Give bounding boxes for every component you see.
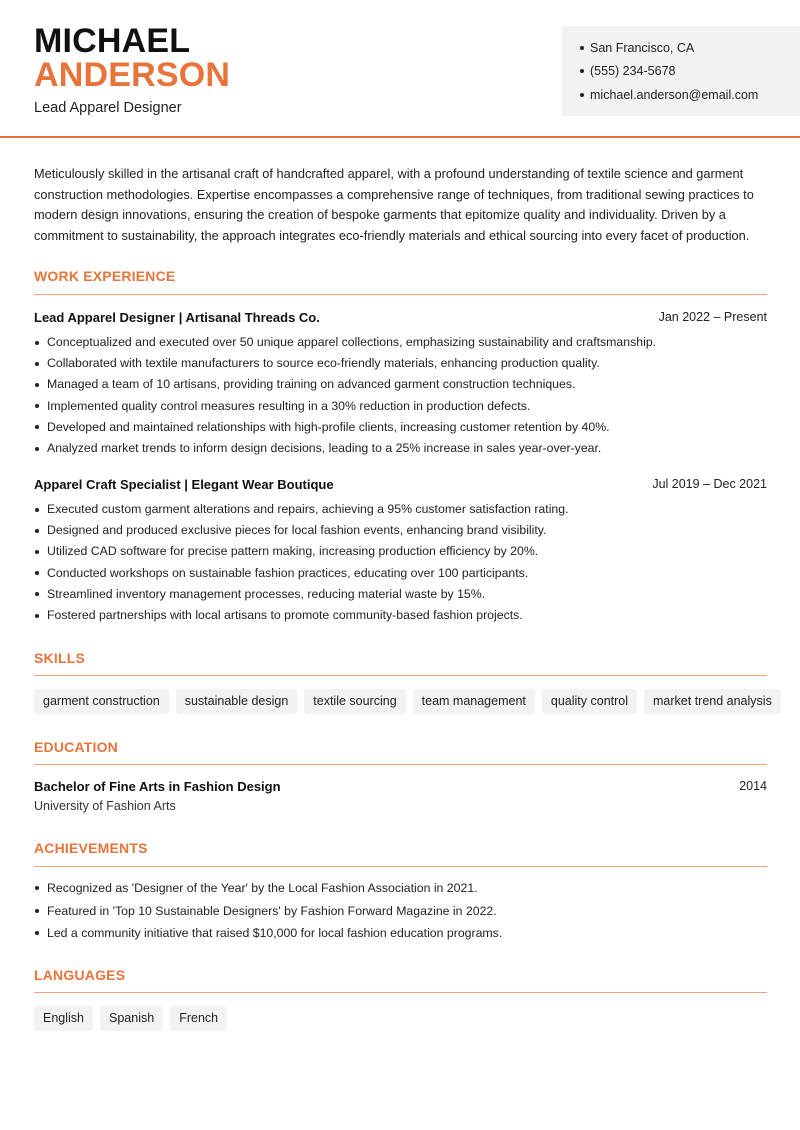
list-item	[34, 438, 774, 459]
section-divider	[34, 294, 767, 295]
job-2-dates: Jul 2019 – Dec 2021	[652, 477, 767, 491]
list-item-text: Collaborated with textile manufacturers to source eco-friendly materials, enhancing production quality.	[47, 356, 600, 371]
list-item-text: Analyzed market trends to inform design decisions, leading to a 25% increase in sales year-over-year.	[47, 441, 602, 456]
list-item-text: Led a community initiative that raised $10,000 for local fashion education programs.	[47, 926, 503, 940]
list-item	[34, 922, 774, 945]
bullet-icon	[580, 69, 584, 73]
bullet-icon	[35, 341, 39, 345]
list-item	[34, 332, 774, 353]
section-divider	[34, 675, 767, 676]
list-item-text: Recognized as 'Designer of the Year' by the Local Fashion Association in 2021.	[47, 881, 478, 895]
bullet-icon	[35, 508, 39, 512]
language-tag: French	[170, 1006, 227, 1031]
language-tag: English	[34, 1006, 93, 1031]
contact-location-text: San Francisco, CA	[590, 40, 695, 55]
list-item	[34, 520, 774, 541]
bullet-icon	[35, 931, 39, 935]
contact-email	[580, 83, 800, 107]
contact-phone-text: (555) 234-5678	[590, 64, 676, 79]
bullet-icon	[35, 614, 39, 618]
education-year: 2014	[739, 779, 767, 793]
list-item-text: Implemented quality control measures resulting in a 30% reduction in production defects.	[47, 398, 531, 413]
bullet-icon	[35, 550, 39, 554]
job-1-title: Lead Apparel Designer | Artisanal Threads Co.	[34, 310, 320, 325]
list-item	[34, 541, 774, 562]
languages-heading: LANGUAGES	[34, 967, 126, 983]
list-item-text: Streamlined inventory management processes, reducing material waste by 15%.	[47, 586, 486, 601]
list-item	[34, 877, 774, 900]
list-item-text: Utilized CAD software for precise pattern making, increasing production efficiency by 20%.	[47, 544, 539, 559]
job-1-dates: Jan 2022 – Present	[658, 310, 767, 324]
last-name: ANDERSON	[34, 56, 231, 94]
list-item	[34, 605, 774, 626]
skill-tag: sustainable design	[176, 689, 298, 714]
job-2-bullets	[34, 499, 774, 626]
skill-tag: team management	[413, 689, 535, 714]
summary: Meticulously skilled in the artisanal craft of handcrafted apparel, with a profound understanding of textile science and garment construction methodologies. Expertise encompasses a comprehensive range of techniques, from traditional sewing practices to modern design innovations, ensuring the creation of bespoke garments that epitomize quality and individuality. Driven by a commitment to sustainability, the approach integrates eco-friendly materials and ethical sourcing into every facet of production.	[34, 166, 754, 243]
bullet-icon	[580, 93, 584, 97]
contact-phone	[580, 60, 800, 84]
list-item	[34, 374, 774, 395]
contact-location	[580, 36, 800, 60]
language-tag: Spanish	[100, 1006, 163, 1031]
skill-tag: quality control	[542, 689, 637, 714]
section-divider	[34, 866, 767, 867]
degree: Bachelor of Fine Arts in Fashion Design	[34, 779, 281, 794]
bullet-icon	[35, 529, 39, 533]
list-item	[34, 353, 774, 374]
job-1-bullets	[34, 332, 774, 459]
work-experience-heading: WORK EXPERIENCE	[34, 268, 176, 284]
section-divider	[34, 992, 767, 993]
list-item	[34, 417, 774, 438]
school: University of Fashion Arts	[34, 799, 176, 813]
bullet-icon	[35, 447, 39, 451]
bullet-icon	[35, 404, 39, 408]
achievements-heading: ACHIEVEMENTS	[34, 840, 148, 856]
bullet-icon	[35, 362, 39, 366]
bullet-icon	[35, 592, 39, 596]
skill-tag: textile sourcing	[304, 689, 405, 714]
skill-tag: garment construction	[34, 689, 169, 714]
job-2-title: Apparel Craft Specialist | Elegant Wear Boutique	[34, 477, 334, 492]
list-item-text: Conducted workshops on sustainable fashion practices, educating over 100 participants.	[47, 565, 529, 580]
list-item-text: Conceptualized and executed over 50 unique apparel collections, emphasizing sustainability and craftsmanship.	[47, 335, 657, 349]
bullet-icon	[35, 383, 39, 387]
bullet-icon	[35, 909, 39, 913]
list-item-text: Developed and maintained relationships with high-profile clients, increasing customer retention by 40%.	[47, 419, 610, 434]
list-item	[34, 584, 774, 605]
education-heading: EDUCATION	[34, 739, 118, 755]
list-item-text: Fostered partnerships with local artisans to promote community-based fashion projects.	[47, 608, 523, 623]
bullet-icon	[580, 46, 584, 50]
list-item	[34, 563, 774, 584]
section-divider	[34, 764, 767, 765]
list-item-text: Executed custom garment alterations and repairs, achieving a 95% customer satisfaction rating.	[47, 502, 569, 516]
list-item-text: Featured in 'Top 10 Sustainable Designers' by Fashion Forward Magazine in 2022.	[47, 903, 497, 918]
bullet-icon	[35, 425, 39, 429]
list-item-text: Managed a team of 10 artisans, providing training on advanced garment construction techniques.	[47, 377, 576, 392]
skills-heading: SKILLS	[34, 650, 85, 666]
skills-list	[34, 689, 781, 714]
list-item	[34, 900, 774, 923]
skill-tag: market trend analysis	[644, 689, 781, 714]
contact-box	[562, 26, 800, 116]
list-item	[34, 499, 774, 520]
bullet-icon	[35, 886, 39, 890]
bullet-icon	[35, 571, 39, 575]
languages-list	[34, 1006, 227, 1031]
achievements-list	[34, 877, 774, 945]
list-item	[34, 396, 774, 417]
resume-header	[0, 0, 800, 138]
first-name: MICHAEL	[34, 22, 191, 60]
contact-email-text: michael.anderson@email.com	[590, 87, 759, 102]
job-title: Lead Apparel Designer	[34, 100, 182, 116]
list-item-text: Designed and produced exclusive pieces for local fashion events, enhancing brand visibility.	[47, 523, 547, 538]
